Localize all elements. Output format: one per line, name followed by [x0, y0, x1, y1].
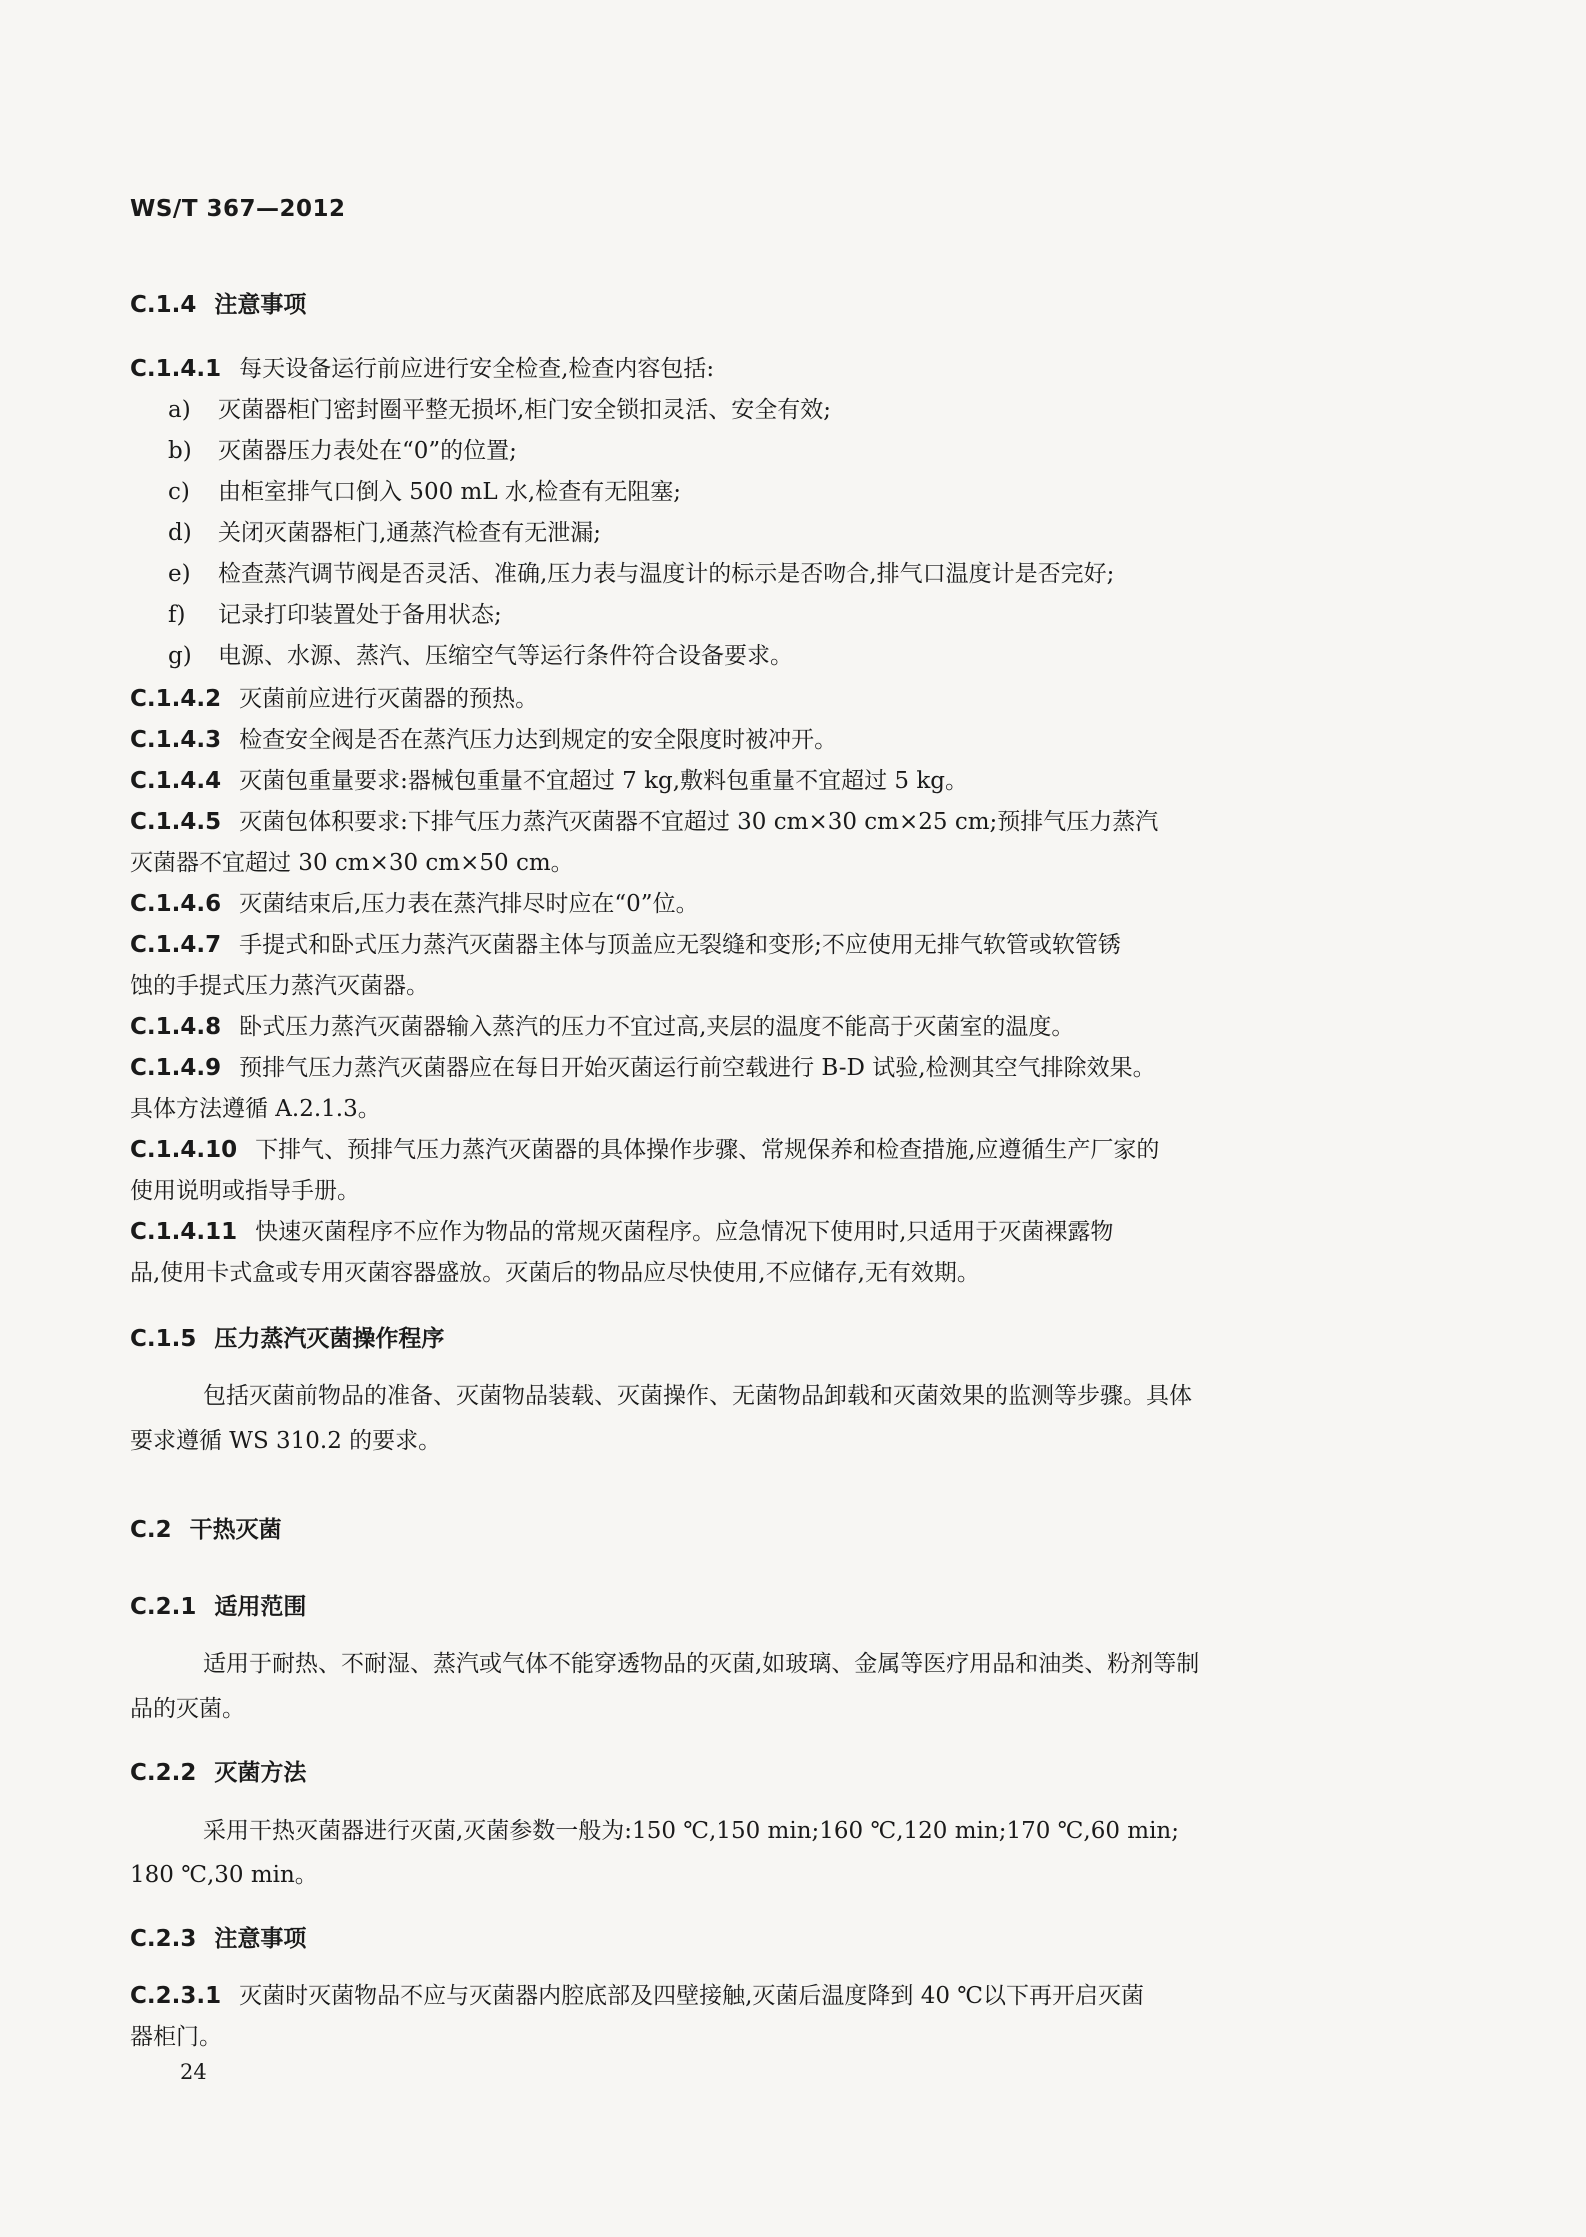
clause-text: 每天设备运行前应进行安全检查,检查内容包括: — [239, 356, 715, 382]
clause-c14410 — [130, 1131, 1376, 1169]
clause-text: 卧式压力蒸汽灭菌器输入蒸汽的压力不宜过高,夹层的温度不能高于灭菌室的温度。 — [239, 1014, 1075, 1040]
section-heading-c22 — [130, 1754, 1376, 1792]
section-heading-c2 — [130, 1511, 1376, 1549]
section-number: C.2 — [130, 1517, 172, 1543]
clause-number: C.1.4.8 — [130, 1014, 222, 1040]
clause-text: 快速灭菌程序不应作为物品的常规灭菌程序。应急情况下使用时,只适用于灭菌裸露物 — [255, 1219, 1114, 1245]
clause-number: C.2.3.1 — [130, 1983, 222, 2009]
list-label: b) — [168, 438, 192, 464]
clause-text: 下排气、预排气压力蒸汽灭菌器的具体操作步骤、常规保养和检查措施,应遵循生产厂家的 — [255, 1137, 1160, 1163]
clause-c1449 — [130, 1049, 1376, 1087]
paragraph-c21-cont: 品的灭菌。 — [130, 1696, 245, 1722]
paragraph-c15-cont: 要求遵循 WS 310.2 的要求。 — [130, 1428, 442, 1454]
clause-c1448 — [130, 1008, 1376, 1046]
list-label: f) — [168, 602, 186, 628]
list-item-d — [168, 514, 1376, 552]
list-label: d) — [168, 520, 192, 546]
list-text: 记录打印装置处于备用状态; — [218, 602, 502, 628]
clause-text: 灭菌包体积要求:下排气压力蒸汽灭菌器不宜超过 30 cm×30 cm×25 cm;预排气压力蒸汽 — [239, 809, 1159, 835]
clause-c1445-cont: 灭菌器不宜超过 30 cm×30 cm×50 cm。 — [130, 850, 574, 876]
section-heading-c14 — [130, 286, 1376, 324]
section-heading-c23 — [130, 1920, 1376, 1958]
clause-c2231 — [130, 1977, 1376, 2015]
clause-c14411-cont: 品,使用卡式盒或专用灭菌容器盛放。灭菌后的物品应尽快使用,不应储存,无有效期。 — [130, 1260, 980, 1286]
clause-text: 灭菌结束后,压力表在蒸汽排尽时应在“0”位。 — [239, 891, 699, 917]
clause-number: C.1.4.7 — [130, 932, 222, 958]
list-item-c — [168, 473, 1376, 511]
list-text: 由柜室排气口倒入 500 mL 水,检查有无阻塞; — [218, 479, 681, 505]
clause-c14411 — [130, 1213, 1376, 1251]
paragraph-c21: 适用于耐热、不耐湿、蒸汽或气体不能穿透物品的灭菌,如玻璃、金属等医疗用品和油类、粉剂等制 — [203, 1651, 1200, 1677]
clause-number: C.1.4.1 — [130, 356, 222, 382]
list-item-g — [168, 637, 1376, 675]
clause-c1445 — [130, 803, 1376, 841]
clause-number: C.1.4.5 — [130, 809, 222, 835]
clause-text: 手提式和卧式压力蒸汽灭菌器主体与顶盖应无裂缝和变形;不应使用无排气软管或软管锈 — [239, 932, 1121, 958]
paragraph-c15: 包括灭菌前物品的准备、灭菌物品装载、灭菌操作、无菌物品卸载和灭菌效果的监测等步骤。具体 — [203, 1383, 1192, 1409]
clause-c1447 — [130, 926, 1376, 964]
clause-text: 检查安全阀是否在蒸汽压力达到规定的安全限度时被冲开。 — [239, 727, 838, 753]
clause-c1444 — [130, 762, 1376, 800]
clause-number: C.1.4.9 — [130, 1055, 222, 1081]
section-heading-c21 — [130, 1588, 1376, 1626]
list-text: 关闭灭菌器柜门,通蒸汽检查有无泄漏; — [218, 520, 602, 546]
section-number: C.2.3 — [130, 1926, 197, 1952]
section-title: 注意事项 — [214, 292, 307, 318]
list-text: 检查蒸汽调节阀是否灵活、准确,压力表与温度计的标示是否吻合,排气口温度计是否完好; — [218, 561, 1115, 587]
clause-c1447-cont: 蚀的手提式压力蒸汽灭菌器。 — [130, 973, 429, 999]
section-number: C.1.5 — [130, 1326, 197, 1352]
list-item-f — [168, 596, 1376, 634]
paragraph-c22-cont: 180 ℃,30 min。 — [130, 1862, 318, 1888]
section-number: C.2.2 — [130, 1760, 197, 1786]
list-text: 灭菌器柜门密封圈平整无损坏,柜门安全锁扣灵活、安全有效; — [218, 397, 832, 423]
list-label: c) — [168, 479, 190, 505]
clause-number: C.1.4.4 — [130, 768, 222, 794]
clause-c2231-cont: 器柜门。 — [130, 2024, 222, 2050]
list-text: 灭菌器压力表处在“0”的位置; — [218, 438, 517, 464]
list-item-a — [168, 391, 1376, 429]
clause-number: C.1.4.11 — [130, 1219, 238, 1245]
clause-c1443 — [130, 721, 1376, 759]
section-number: C.2.1 — [130, 1594, 197, 1620]
section-heading-c15 — [130, 1320, 1376, 1358]
clause-text: 灭菌包重量要求:器械包重量不宜超过 7 kg,敷料包重量不宜超过 5 kg。 — [239, 768, 969, 794]
clause-text: 灭菌时灭菌物品不应与灭菌器内腔底部及四壁接触,灭菌后温度降到 40 ℃以下再开启灭菌 — [239, 1983, 1145, 2009]
clause-c1441 — [130, 350, 1376, 388]
clause-text: 灭菌前应进行灭菌器的预热。 — [239, 686, 539, 712]
clause-number: C.1.4.10 — [130, 1137, 238, 1163]
clause-c1449-cont: 具体方法遵循 A.2.1.3。 — [130, 1096, 381, 1122]
section-title: 压力蒸汽灭菌操作程序 — [214, 1326, 445, 1352]
section-title: 注意事项 — [214, 1926, 307, 1952]
section-title: 干热灭菌 — [189, 1517, 282, 1543]
clause-number: C.1.4.3 — [130, 727, 222, 753]
list-label: a) — [168, 397, 191, 423]
list-item-b — [168, 432, 1376, 470]
clause-c14410-cont: 使用说明或指导手册。 — [130, 1178, 360, 1204]
list-text: 电源、水源、蒸汽、压缩空气等运行条件符合设备要求。 — [218, 643, 793, 669]
section-title: 灭菌方法 — [214, 1760, 307, 1786]
clause-c1446 — [130, 885, 1376, 923]
clause-text: 预排气压力蒸汽灭菌器应在每日开始灭菌运行前空载进行 B-D 试验,检测其空气排除效果。 — [239, 1055, 1156, 1081]
list-item-e — [168, 555, 1376, 593]
clause-c1442 — [130, 680, 1376, 718]
clause-number: C.1.4.6 — [130, 891, 222, 917]
document-code: WS/T 367—2012 — [130, 196, 346, 222]
paragraph-c22: 采用干热灭菌器进行灭菌,灭菌参数一般为:150 ℃,150 min;160 ℃,120 min;170 ℃,60 min; — [203, 1818, 1179, 1844]
list-label: g) — [168, 643, 192, 669]
page-number: 24 — [180, 2060, 207, 2084]
section-title: 适用范围 — [214, 1594, 307, 1620]
section-number: C.1.4 — [130, 292, 197, 318]
list-label: e) — [168, 561, 191, 587]
clause-number: C.1.4.2 — [130, 686, 222, 712]
